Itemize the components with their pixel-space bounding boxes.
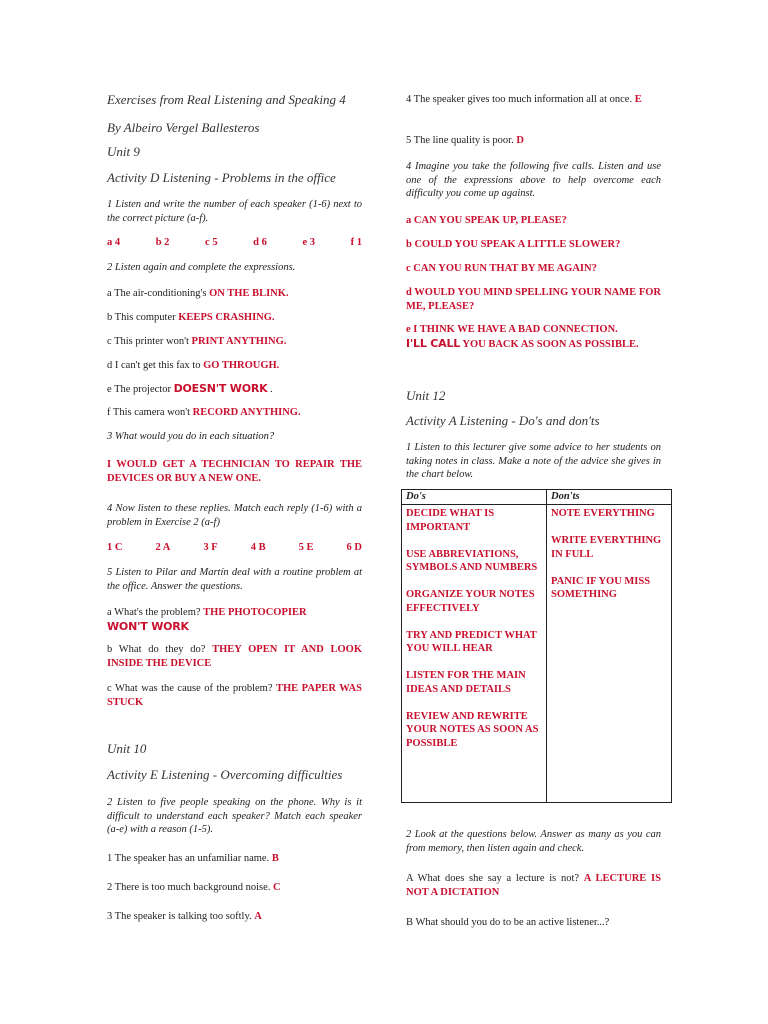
question-2-unit-10: 2 Listen to five people speaking on the phone. Why is it difficult to understand each speaker? Match each speaker (a-e) with a reason (1-5). <box>107 797 362 835</box>
expression-d: d I can't get this fax to GO THROUGH. <box>107 360 280 371</box>
answer-item: 6 D <box>346 542 362 553</box>
expression-answer: DOESN'T WORK <box>173 382 268 395</box>
question-4-answers <box>107 542 362 553</box>
reason-2: 2 There is too much background noise. C <box>107 882 281 893</box>
dos-header: Do's <box>402 490 547 505</box>
question-2: 2 Listen again and complete the expressions. <box>107 262 296 273</box>
expression-answer: PRINT ANYTHING. <box>191 336 287 347</box>
question-3-answer: I WOULD GET A TECHNICIAN TO REPAIR THE DEVICES OR BUY A NEW ONE. <box>107 459 362 484</box>
reason-1: 1 The speaker has an unfamiliar name. B <box>107 853 279 864</box>
expression-answer: KEEPS CRASHING. <box>178 312 275 323</box>
call-a: a CAN YOU SPEAK UP, PLEASE? <box>406 215 567 226</box>
donts-header: Don'ts <box>547 490 672 505</box>
question-2-unit-12: 2 Look at the questions below. Answer as many as you can from memory, then listen again and check. <box>406 829 661 854</box>
reason-5: 5 The line quality is poor. D <box>406 135 524 146</box>
answer-item: d 6 <box>253 237 267 248</box>
answer-item: 1 C <box>107 542 123 553</box>
question-1-unit-12: 1 Listen to this lecturer give some advice to her students on taking notes in class. Make a note of the advice she gives in the chart below. <box>406 442 661 480</box>
dos-cell <box>402 505 547 803</box>
answer-item: 5 E <box>298 542 314 553</box>
activity-a-heading: Activity A Listening - Do's and don'ts <box>406 413 600 428</box>
question-3: 3 What would you do in each situation? <box>107 431 275 442</box>
expression-answer: ON THE BLINK. <box>209 288 289 299</box>
reason-3: 3 The speaker is talking too softly. A <box>107 911 262 922</box>
question-5c: c What was the cause of the problem? THE PAPER WAS STUCK <box>107 683 362 708</box>
expression-c: c This printer won't PRINT ANYTHING. <box>107 336 287 347</box>
donts-item: NOTE EVERYTHING <box>551 508 655 519</box>
unit-9-heading: Unit 9 <box>107 144 140 159</box>
question-4-unit-10: 4 Imagine you take the following five calls. Listen and use one of the expressions above to help overcome each difficulty you come up against. <box>406 161 661 199</box>
activity-d-heading: Activity D Listening - Problems in the office <box>107 170 336 185</box>
dos-item: USE ABBREVIATIONS, SYMBOLS AND NUMBERS <box>406 548 538 573</box>
activity-e-heading: Activity E Listening - Overcoming difficulties <box>107 767 343 782</box>
dos-item: REVIEW AND REWRITE YOUR NOTES AS SOON AS POSSIBLE <box>406 710 539 749</box>
dos-item: TRY AND PREDICT WHAT YOU WILL HEAR <box>406 629 537 654</box>
question-5: 5 Listen to Pilar and Martín deal with a routine problem at the office. Answer the questions. <box>107 567 362 592</box>
expression-e: e The projector DOESN'T WORK . <box>107 382 273 395</box>
expression-f: f This camera won't RECORD ANYTHING. <box>107 407 301 418</box>
call-d: d WOULD YOU MIND SPELLING YOUR NAME FOR ME, PLEASE? <box>406 287 661 312</box>
answer-item: 3 F <box>203 542 218 553</box>
dos-item: LISTEN FOR THE MAIN IDEAS AND DETAILS <box>406 670 526 695</box>
dos-item: ORGANIZE YOUR NOTES EFFECTIVELY <box>406 589 535 614</box>
dos-and-donts-table <box>401 489 672 803</box>
donts-item: WRITE EVERYTHING IN FULL <box>551 535 662 560</box>
answer-item: b 2 <box>155 237 170 248</box>
question-5b: b What do they do? THEY OPEN IT AND LOOK INSIDE THE DEVICE <box>107 644 362 669</box>
question-5a: a What's the problem? THE PHOTOCOPIER WON'T WORK <box>107 607 307 633</box>
donts-cell <box>547 505 672 803</box>
answer-item: e 3 <box>302 237 316 248</box>
answer-item: 2 A <box>155 542 171 553</box>
unit-12-heading: Unit 12 <box>406 388 446 403</box>
dos-item: DECIDE WHAT IS IMPORTANT <box>406 508 495 533</box>
question-4: 4 Now listen to these replies. Match each reply (1-6) with a problem in Exercise 2 (a-f) <box>107 503 362 528</box>
expression-b: b This computer KEEPS CRASHING. <box>107 312 275 323</box>
call-c: c CAN YOU RUN THAT BY ME AGAIN? <box>406 263 597 274</box>
document-title: Exercises from Real Listening and Speaking 4 <box>107 92 346 107</box>
unit-10-heading: Unit 10 <box>107 741 147 756</box>
answer-item: 4 B <box>250 542 266 553</box>
answer-item: a 4 <box>107 237 121 248</box>
expression-answer: RECORD ANYTHING. <box>192 407 301 418</box>
author-line: By Albeiro Vergel Ballesteros <box>107 120 260 135</box>
call-e: e I THINK WE HAVE A BAD CONNECTION. I'LL CALL YOU BACK AS SOON AS POSSIBLE. <box>406 324 639 350</box>
answer-item: f 1 <box>350 237 362 248</box>
call-b: b COULD YOU SPEAK A LITTLE SLOWER? <box>406 239 621 250</box>
answer-item: c 5 <box>205 237 218 248</box>
donts-item: PANIC IF YOU MISS SOMETHING <box>551 575 651 600</box>
expression-a: a The air-conditioning's ON THE BLINK. <box>107 288 289 299</box>
expression-answer: GO THROUGH. <box>203 360 280 371</box>
question-1: 1 Listen and write the number of each speaker (1-6) next to the correct picture (a-f). <box>107 199 362 224</box>
question-a-unit-12: A What does she say a lecture is not? A LECTURE IS NOT A DICTATION <box>406 873 661 898</box>
reason-4: 4 The speaker gives too much information all at once. E <box>406 94 642 105</box>
question-1-answers <box>107 237 362 248</box>
question-b-unit-12: B What should you do to be an active listener...? <box>406 917 610 928</box>
